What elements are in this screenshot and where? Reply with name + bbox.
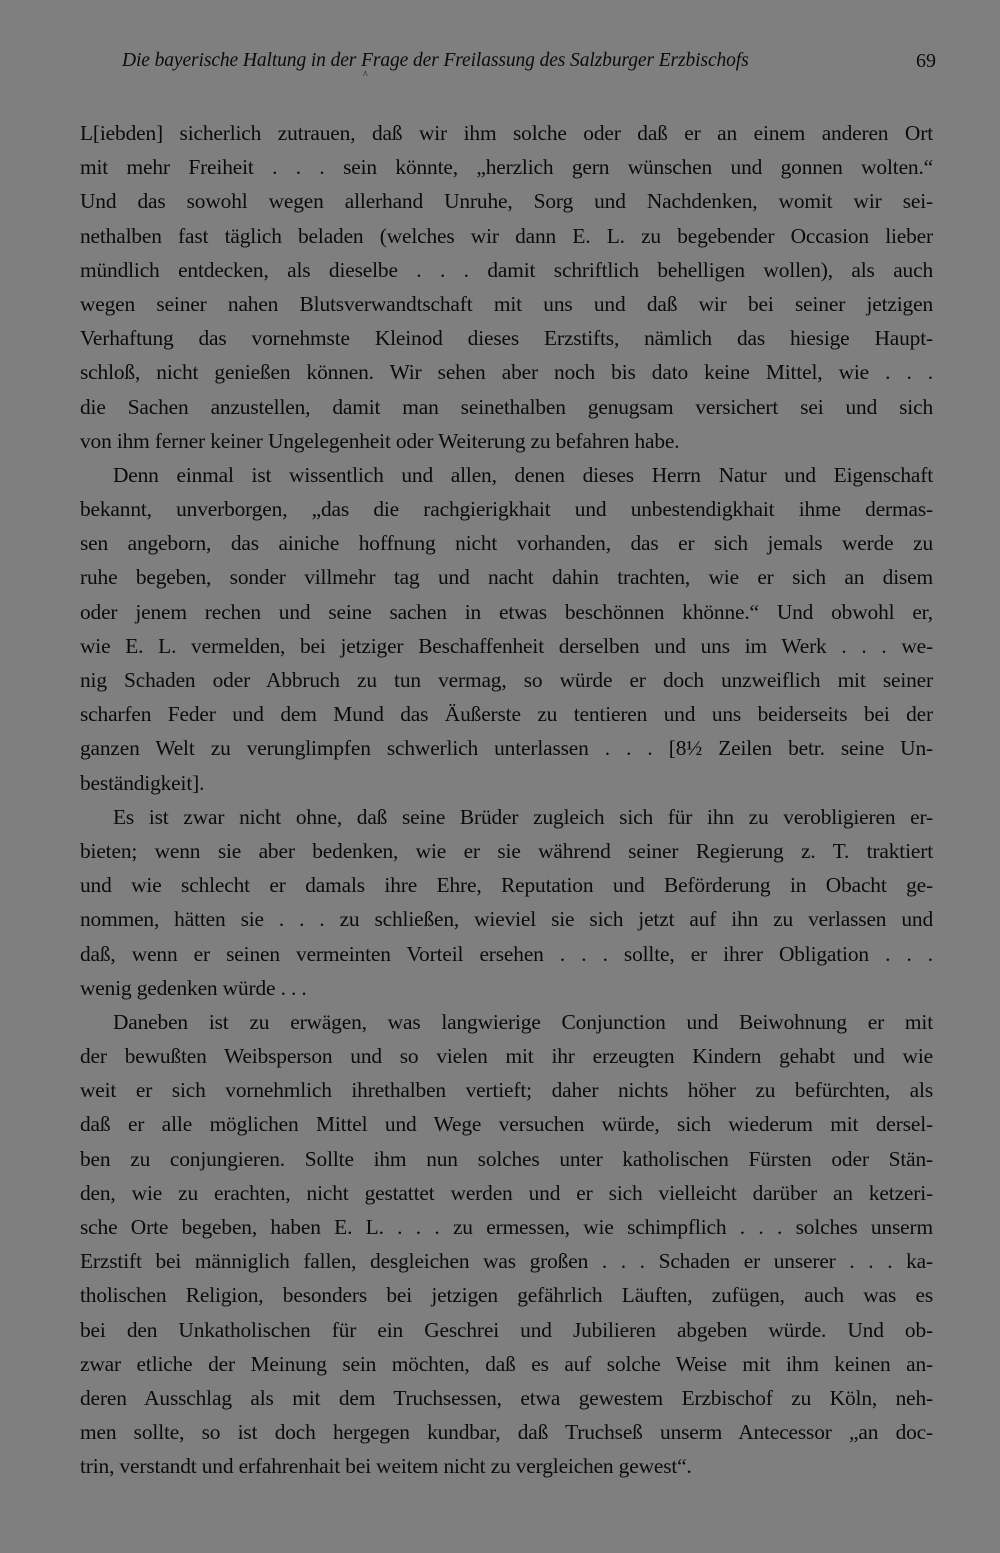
text-line: mündlich entdecken, als dieselbe . . . damit schriftlich behelligen wollen), als auch — [80, 257, 933, 282]
text-line: beständigkeit]. — [80, 770, 205, 795]
text-line: daß er alle möglichen Mittel und Wege versuchen würde, sich wiederum mit dersel- — [80, 1112, 933, 1137]
running-head — [80, 50, 936, 81]
paragraph-4 — [80, 1005, 933, 1484]
text-line: Verhaftung das vornehmste Kleinod dieses Erzstifts, nämlich das hiesige Haupt- — [80, 326, 933, 351]
text-line: daß, wenn er seinen vermeinten Vorteil ersehen . . . sollte, er ihrer Obligation . . . — [80, 941, 933, 966]
running-title: Die bayerische Haltung in der Frage der Freilassung des Salzburger Erzbischofs — [122, 50, 749, 71]
text-line: den, wie zu erachten, nicht gestattet werden und er sich vielleicht darüber an ketzeri- — [80, 1180, 933, 1205]
text-line: nig Schaden oder Abbruch zu tun vermag, so würde er doch unzweiflich mit seiner — [80, 668, 933, 692]
text-line: sen angeborn, das ainiche hoffnung nicht vorhanden, das er sich jemals werde zu — [80, 531, 933, 556]
text-line: Und das sowohl wegen allerhand Unruhe, Sorg und Nachdenken, womit wir sei- — [80, 189, 933, 214]
text-line: der bewußten Weibsperson und so vielen mit ihr erzeugten Kindern gehabt und wie — [80, 1044, 933, 1069]
text-line: ganzen Welt zu verunglimpfen schwerlich unterlassen . . . [8½ Zeilen betr. seine Un- — [80, 736, 933, 761]
text-line: Daneben ist zu erwägen, was langwierige Conjunction und Beiwohnung er mit — [113, 1009, 933, 1034]
paragraph-2 — [80, 458, 933, 800]
text-line: wegen seiner nahen Blutsverwandtschaft mit uns und daß wir bei seiner jetzigen — [80, 291, 933, 316]
text-line: zwar etliche der Meinung sein möchten, daß es auf solche Weise mit ihm keinen an- — [80, 1351, 933, 1376]
text-line: die Sachen anzustellen, damit man seinethalben genugsam versichert sei und sich — [80, 394, 933, 419]
text-line: bieten; wenn sie aber bedenken, wie er sie während seiner Regierung z. T. traktiert — [80, 838, 933, 863]
text-line: Es ist zwar nicht ohne, daß seine Brüder zugleich sich für ihn zu verobligieren er- — [113, 804, 933, 829]
text-line: mit mehr Freiheit . . . sein könnte, „herzlich gern wünschen und gonnen wolten.“ — [80, 155, 933, 180]
paragraph-3 — [80, 800, 933, 1005]
text-line: oder jenem rechen und seine sachen in etwas beschönnen khönne.“ Und obwohl er, — [80, 599, 933, 624]
body-text — [80, 116, 933, 1484]
text-line: schloß, nicht genießen können. Wir sehen aber noch bis dato keine Mittel, wie . . . — [80, 360, 933, 385]
text-line: Erzstift bei männiglich fallen, desgleichen was großen . . . Schaden er unserer . . . ka- — [80, 1249, 933, 1274]
text-line: nommen, hätten sie . . . zu schließen, wieviel sie sich jetzt auf ihn zu verlassen und — [80, 907, 933, 932]
text-line: ruhe begeben, sonder villmehr tag und nacht dahin trachten, wie er sich an disem — [80, 565, 933, 590]
text-line: nethalben fast täglich beladen (welches wir dann E. L. zu begebender Occasion lieber — [80, 223, 933, 248]
text-line: men sollte, so ist doch hergegen kundbar, daß Truchseß unserm Antecessor „an doc- — [80, 1420, 933, 1445]
text-line: bei den Unkatholischen für ein Geschrei und Jubilieren abgeben würde. Und ob- — [80, 1317, 933, 1342]
text-line: wie E. L. vermelden, bei jetziger Beschaffenheit derselben und uns im Werk . . . we- — [80, 633, 933, 658]
text-line: L[iebden] sicherlich zutrauen, daß wir ihm solche oder daß er an einem anderen Ort — [80, 121, 933, 145]
printing-mark: ^ — [363, 70, 368, 81]
text-line: wenig gedenken würde . . . — [80, 975, 307, 1000]
text-line: trin, verstandt und erfahrenhait bei weitem nicht zu vergleichen gewest“. — [80, 1454, 692, 1479]
text-line: von ihm ferner keiner Ungelegenheit oder Weiterung zu befahren habe. — [80, 428, 680, 453]
paragraph-1 — [80, 116, 933, 458]
text-line: und wie schlecht er damals ihre Ehre, Reputation und Beförderung in Obacht ge- — [80, 873, 933, 898]
text-line: tholischen Religion, besonders bei jetzigen gefährlich Läuften, zufügen, auch was es — [80, 1283, 933, 1308]
page-number: 69 — [916, 50, 936, 72]
text-line: bekannt, unverborgen, „das die rachgierigkhait und unbestendigkhait ihme dermas- — [80, 497, 933, 522]
text-line: deren Ausschlag als mit dem Truchsessen, etwa gewestem Erzbischof zu Köln, neh- — [80, 1385, 933, 1410]
text-line: ben zu conjungieren. Sollte ihm nun solches unter katholischen Fürsten oder Stän- — [80, 1146, 933, 1171]
text-line: Denn einmal ist wissentlich und allen, denen dieses Herrn Natur und Eigenschaft — [113, 462, 933, 487]
text-line: sche Orte begeben, haben E. L. . . . zu ermessen, wie schimpflich . . . solches unserm — [80, 1215, 933, 1239]
text-line: weit er sich vornehmlich ihrethalben vertieft; daher nichts höher zu befürchten, als — [80, 1078, 933, 1103]
text-line: scharfen Feder und dem Mund das Äußerste zu tentieren und uns beiderseits bei der — [80, 702, 933, 727]
